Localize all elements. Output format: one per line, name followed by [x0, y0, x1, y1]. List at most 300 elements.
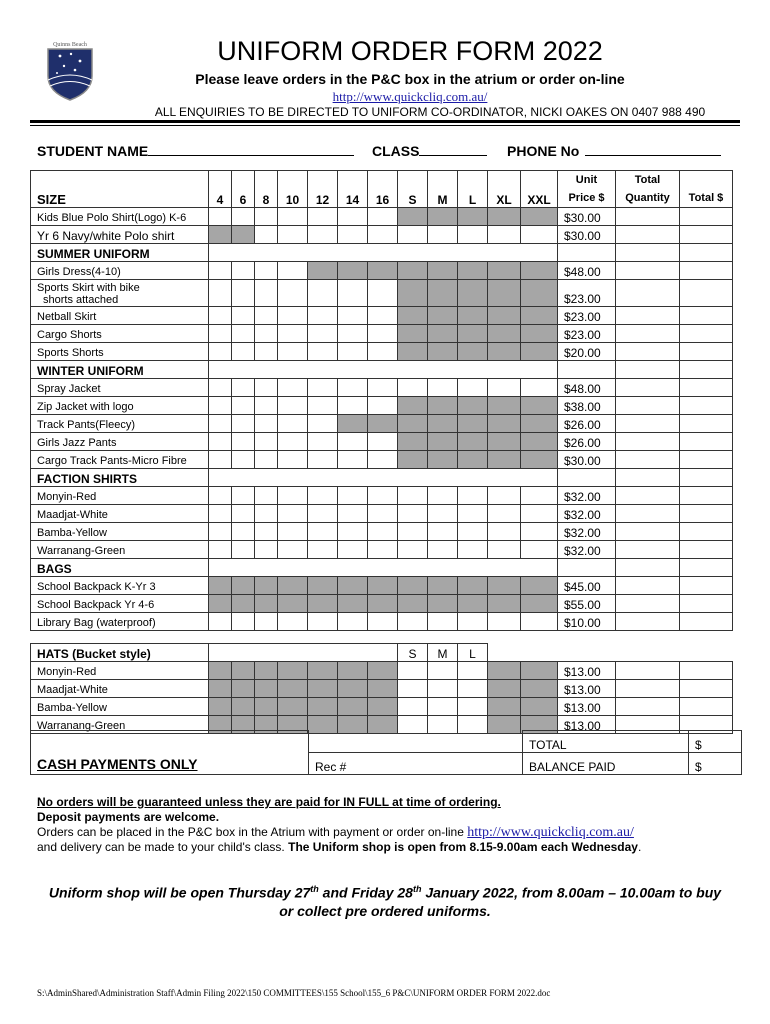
- table-row: [31, 226, 733, 244]
- quantity-cell[interactable]: [616, 208, 680, 226]
- qty-cell[interactable]: [458, 680, 488, 698]
- file-path-footer: S:\AdminShared\Administration Staff\Admin Filing 2022\150 COMMITTEES\155 School\155_6 P&C\UNIFORM ORDER FORM 2022.doc: [37, 988, 551, 998]
- qty-cell[interactable]: [308, 433, 338, 451]
- shaded-cell: [488, 307, 521, 325]
- shaded-cell: [488, 595, 521, 613]
- notes-delivery-text: and delivery can be made to your child's class.: [37, 840, 285, 854]
- total-cell[interactable]: [680, 343, 733, 361]
- shaded-cell: [488, 415, 521, 433]
- qty-cell[interactable]: [458, 698, 488, 716]
- quantity-cell[interactable]: [616, 577, 680, 595]
- qty-cell[interactable]: [428, 523, 458, 541]
- shop-sup-2: th: [412, 884, 422, 894]
- qty-cell[interactable]: [458, 505, 488, 523]
- qty-cell[interactable]: [308, 208, 338, 226]
- qty-cell[interactable]: [232, 280, 255, 307]
- qty-cell[interactable]: [232, 343, 255, 361]
- section-row: [31, 244, 733, 262]
- total-cell[interactable]: [680, 680, 733, 698]
- qty-cell[interactable]: [338, 307, 368, 325]
- qty-cell[interactable]: [398, 698, 428, 716]
- qty-cell[interactable]: [209, 325, 232, 343]
- qty-cell[interactable]: [255, 433, 278, 451]
- shaded-cell: [232, 698, 255, 716]
- quantity-cell[interactable]: [616, 226, 680, 244]
- qty-cell[interactable]: [428, 487, 458, 505]
- qty-cell[interactable]: [458, 662, 488, 680]
- qty-cell[interactable]: [209, 262, 232, 280]
- quantity-cell[interactable]: [616, 505, 680, 523]
- balance-dollar[interactable]: $: [689, 753, 742, 775]
- qty-cell[interactable]: [458, 523, 488, 541]
- total-cell[interactable]: [680, 262, 733, 280]
- qty-cell[interactable]: [209, 415, 232, 433]
- total-dollar[interactable]: $: [689, 731, 742, 753]
- qty-cell[interactable]: [209, 613, 232, 631]
- qty-cell[interactable]: [398, 226, 428, 244]
- hat-name: Maadjat-White: [31, 680, 209, 698]
- quantity-cell[interactable]: [616, 325, 680, 343]
- qty-cell[interactable]: [368, 451, 398, 469]
- qty-cell[interactable]: [209, 208, 232, 226]
- qty-cell[interactable]: [255, 343, 278, 361]
- notes-delivery: [37, 840, 737, 855]
- qty-cell[interactable]: [368, 433, 398, 451]
- qty-cell[interactable]: [209, 379, 232, 397]
- qty-cell[interactable]: [398, 487, 428, 505]
- qty-cell[interactable]: [232, 541, 255, 559]
- qty-cell[interactable]: [278, 307, 308, 325]
- quantity-cell[interactable]: [616, 280, 680, 307]
- class-field[interactable]: [372, 141, 487, 159]
- table-row: [31, 397, 733, 415]
- item-name-line2: shorts attached: [43, 294, 119, 306]
- section-fill: [680, 244, 733, 262]
- shaded-cell: [488, 280, 521, 307]
- total-cell[interactable]: [680, 325, 733, 343]
- qty-cell[interactable]: [488, 613, 521, 631]
- qty-cell[interactable]: [209, 505, 232, 523]
- qty-cell[interactable]: [209, 343, 232, 361]
- qty-cell[interactable]: [338, 451, 368, 469]
- item-name: Cargo Track Pants-Micro Fibre: [31, 451, 209, 469]
- qty-cell[interactable]: [255, 397, 278, 415]
- shaded-cell: [232, 595, 255, 613]
- total-cell[interactable]: [680, 415, 733, 433]
- shaded-cell: [428, 451, 458, 469]
- qty-cell[interactable]: [308, 541, 338, 559]
- total-cell[interactable]: [680, 541, 733, 559]
- quantity-cell[interactable]: [616, 595, 680, 613]
- qty-cell[interactable]: [428, 379, 458, 397]
- qty-cell[interactable]: [488, 541, 521, 559]
- qty-cell[interactable]: [278, 208, 308, 226]
- qty-cell[interactable]: [368, 505, 398, 523]
- shaded-cell: [521, 307, 558, 325]
- shaded-cell: [232, 680, 255, 698]
- quantity-cell[interactable]: [616, 487, 680, 505]
- shaded-cell: [458, 280, 488, 307]
- section-fill: [558, 469, 616, 487]
- qty-cell[interactable]: [428, 505, 458, 523]
- qty-cell[interactable]: [209, 451, 232, 469]
- quantity-cell[interactable]: [616, 307, 680, 325]
- total-cell[interactable]: [680, 595, 733, 613]
- qty-cell[interactable]: [338, 397, 368, 415]
- qty-cell[interactable]: [488, 379, 521, 397]
- qty-cell[interactable]: [278, 613, 308, 631]
- qty-cell[interactable]: [278, 451, 308, 469]
- qty-cell[interactable]: [209, 433, 232, 451]
- shaded-cell: [398, 325, 428, 343]
- qty-cell[interactable]: [458, 487, 488, 505]
- cash-payments-label: CASH PAYMENTS ONLY: [31, 731, 309, 775]
- qty-cell[interactable]: [428, 541, 458, 559]
- quantity-cell[interactable]: [616, 680, 680, 698]
- quantity-cell[interactable]: [616, 451, 680, 469]
- qty-cell[interactable]: [488, 523, 521, 541]
- qty-cell[interactable]: [308, 505, 338, 523]
- qty-cell[interactable]: [398, 680, 428, 698]
- qty-cell[interactable]: [255, 379, 278, 397]
- qty-cell[interactable]: [398, 541, 428, 559]
- shaded-cell: [398, 415, 428, 433]
- shaded-cell: [428, 262, 458, 280]
- size-col: XL: [488, 171, 521, 208]
- qty-cell[interactable]: [428, 226, 458, 244]
- item-price: $32.00: [558, 487, 616, 505]
- total-cell[interactable]: [680, 662, 733, 680]
- qty-cell[interactable]: [308, 397, 338, 415]
- total-cell[interactable]: [680, 379, 733, 397]
- qty-cell[interactable]: [458, 613, 488, 631]
- qty-cell[interactable]: [338, 541, 368, 559]
- quantity-cell[interactable]: [616, 698, 680, 716]
- qty-cell[interactable]: [398, 523, 428, 541]
- item-price: $30.00: [558, 208, 616, 226]
- phone-field[interactable]: [507, 141, 721, 159]
- qty-cell[interactable]: [458, 226, 488, 244]
- hats-blank: [209, 644, 398, 662]
- qty-cell[interactable]: [232, 415, 255, 433]
- shaded-cell: [428, 307, 458, 325]
- total-cell[interactable]: [680, 505, 733, 523]
- quantity-cell[interactable]: [616, 343, 680, 361]
- qty-cell[interactable]: [521, 523, 558, 541]
- qty-cell[interactable]: [255, 523, 278, 541]
- subtitle: Please leave orders in the P&C box in the atrium or order on-line: [195, 71, 625, 87]
- payment-table: [30, 730, 742, 775]
- qty-cell[interactable]: [255, 280, 278, 307]
- shaded-cell: [521, 451, 558, 469]
- qty-cell[interactable]: [255, 487, 278, 505]
- total-cell[interactable]: [680, 397, 733, 415]
- total-cell[interactable]: [680, 577, 733, 595]
- qty-cell[interactable]: [368, 379, 398, 397]
- qty-cell[interactable]: [278, 280, 308, 307]
- total-cell[interactable]: [680, 208, 733, 226]
- qty-cell[interactable]: [209, 523, 232, 541]
- quantity-cell[interactable]: [616, 379, 680, 397]
- qty-cell[interactable]: [209, 280, 232, 307]
- total-cell[interactable]: [680, 487, 733, 505]
- receipt-number[interactable]: Rec #: [309, 753, 523, 775]
- student-name-label: STUDENT NAME: [37, 143, 149, 159]
- qty-cell[interactable]: [232, 433, 255, 451]
- item-name: Girls Dress(4-10): [31, 262, 209, 280]
- notes: [37, 795, 737, 855]
- qty-cell[interactable]: [488, 487, 521, 505]
- qty-cell[interactable]: [209, 541, 232, 559]
- qty-cell[interactable]: [232, 325, 255, 343]
- qty-cell[interactable]: [368, 397, 398, 415]
- qty-cell[interactable]: [338, 325, 368, 343]
- total-cell[interactable]: [680, 698, 733, 716]
- qty-cell[interactable]: [232, 613, 255, 631]
- section-fill: [558, 244, 616, 262]
- item-name: Netball Skirt: [31, 307, 209, 325]
- qty-cell[interactable]: [255, 613, 278, 631]
- quantity-cell[interactable]: [616, 662, 680, 680]
- qty-cell[interactable]: [308, 613, 338, 631]
- qty-cell[interactable]: [278, 523, 308, 541]
- shop-sup-1: th: [310, 884, 319, 894]
- qty-cell[interactable]: [308, 307, 338, 325]
- qty-cell[interactable]: [368, 613, 398, 631]
- qty-cell[interactable]: [488, 505, 521, 523]
- shaded-cell: [458, 595, 488, 613]
- quantity-cell[interactable]: [616, 397, 680, 415]
- qty-cell[interactable]: [255, 262, 278, 280]
- quantity-cell[interactable]: [616, 262, 680, 280]
- qty-cell[interactable]: [338, 280, 368, 307]
- size-col: 6: [232, 171, 255, 208]
- class-line[interactable]: [419, 141, 487, 156]
- shaded-cell: [278, 662, 308, 680]
- size-col: S: [398, 171, 428, 208]
- qty-cell[interactable]: [232, 505, 255, 523]
- qty-cell[interactable]: [308, 343, 338, 361]
- qty-cell[interactable]: [278, 397, 308, 415]
- notes-link[interactable]: http://www.quickcliq.com.au/: [467, 825, 634, 840]
- qty-cell[interactable]: [338, 523, 368, 541]
- qty-cell[interactable]: [255, 451, 278, 469]
- enquiries-line: ALL ENQUIRIES TO BE DIRECTED TO UNIFORM CO-ORDINATOR, NICKI OAKES ON 0407 988 490: [154, 105, 706, 119]
- shaded-cell: [308, 262, 338, 280]
- qty-cell[interactable]: [308, 226, 338, 244]
- shaded-cell: [209, 595, 232, 613]
- qty-cell[interactable]: [428, 680, 458, 698]
- qty-cell[interactable]: [521, 541, 558, 559]
- quantity-cell[interactable]: [616, 613, 680, 631]
- shaded-cell: [338, 595, 368, 613]
- qty-cell[interactable]: [521, 613, 558, 631]
- qty-cell[interactable]: [278, 262, 308, 280]
- total-cell[interactable]: [680, 523, 733, 541]
- student-name-line[interactable]: [148, 141, 354, 156]
- qty-cell[interactable]: [368, 208, 398, 226]
- quantity-cell[interactable]: [616, 541, 680, 559]
- qty-cell[interactable]: [338, 343, 368, 361]
- qty-cell[interactable]: [521, 487, 558, 505]
- qty-cell[interactable]: [338, 226, 368, 244]
- section-fill: [616, 559, 680, 577]
- qty-cell[interactable]: [398, 613, 428, 631]
- qty-cell[interactable]: [255, 415, 278, 433]
- total-cell[interactable]: [680, 613, 733, 631]
- qty-cell[interactable]: [308, 451, 338, 469]
- total-cell[interactable]: [680, 451, 733, 469]
- qty-cell[interactable]: [255, 208, 278, 226]
- qty-cell[interactable]: [255, 541, 278, 559]
- table-row: [31, 451, 733, 469]
- student-name-field[interactable]: [37, 141, 354, 159]
- header-rule: [30, 120, 740, 123]
- shaded-cell: [398, 262, 428, 280]
- qty-cell[interactable]: [308, 523, 338, 541]
- qty-cell[interactable]: [278, 415, 308, 433]
- qty-cell[interactable]: [209, 487, 232, 505]
- shaded-cell: [521, 680, 558, 698]
- qty-cell[interactable]: [368, 226, 398, 244]
- size-col: 14: [338, 171, 368, 208]
- qty-cell[interactable]: [232, 523, 255, 541]
- qty-cell[interactable]: [278, 343, 308, 361]
- item-name: [31, 280, 209, 307]
- item-name-line1: Sports Skirt with bike: [37, 282, 140, 294]
- header-rule-thin: [30, 125, 740, 126]
- shaded-cell: [338, 662, 368, 680]
- qty-cell[interactable]: [368, 523, 398, 541]
- total-cell[interactable]: [680, 280, 733, 307]
- section-row: [31, 559, 733, 577]
- qty-cell[interactable]: [398, 505, 428, 523]
- shaded-cell: [338, 698, 368, 716]
- qty-cell[interactable]: [521, 226, 558, 244]
- quantity-cell[interactable]: [616, 433, 680, 451]
- total-quantity-header: [616, 171, 680, 208]
- qty-cell[interactable]: [368, 307, 398, 325]
- shaded-cell: [521, 595, 558, 613]
- qty-cell[interactable]: [209, 397, 232, 415]
- qty-cell[interactable]: [278, 433, 308, 451]
- quantity-cell[interactable]: [616, 415, 680, 433]
- shaded-cell: [368, 698, 398, 716]
- qty-cell[interactable]: [308, 325, 338, 343]
- item-name: Maadjat-White: [31, 505, 209, 523]
- qty-cell[interactable]: [278, 505, 308, 523]
- phone-line[interactable]: [585, 141, 721, 156]
- shop-text-b: and Friday 28: [318, 884, 413, 901]
- qty-cell[interactable]: [255, 505, 278, 523]
- size-col: M: [428, 171, 458, 208]
- qty-cell[interactable]: [209, 307, 232, 325]
- qty-cell[interactable]: [232, 307, 255, 325]
- shaded-cell: [255, 577, 278, 595]
- table-row: [31, 680, 733, 698]
- item-price: $30.00: [558, 226, 616, 244]
- shaded-cell: [398, 307, 428, 325]
- qty-cell[interactable]: [428, 698, 458, 716]
- qty-cell[interactable]: [368, 325, 398, 343]
- qty-cell[interactable]: [368, 280, 398, 307]
- total-cell[interactable]: [680, 307, 733, 325]
- qty-cell[interactable]: [338, 613, 368, 631]
- quantity-cell[interactable]: [616, 523, 680, 541]
- shaded-cell: [428, 325, 458, 343]
- table-row: [31, 541, 733, 559]
- shaded-cell: [278, 577, 308, 595]
- qty-cell[interactable]: [398, 379, 428, 397]
- qty-cell[interactable]: [255, 226, 278, 244]
- qty-cell[interactable]: [255, 325, 278, 343]
- qty-cell[interactable]: [232, 397, 255, 415]
- qty-cell[interactable]: [338, 505, 368, 523]
- qty-cell[interactable]: [458, 541, 488, 559]
- shaded-cell: [488, 577, 521, 595]
- shaded-cell: [232, 577, 255, 595]
- qty-cell[interactable]: [521, 505, 558, 523]
- qty-cell[interactable]: [368, 343, 398, 361]
- qty-cell[interactable]: [278, 226, 308, 244]
- shaded-cell: [488, 698, 521, 716]
- total-dollars-header: Total $: [680, 171, 733, 208]
- qty-cell[interactable]: [428, 613, 458, 631]
- qty-cell[interactable]: [428, 662, 458, 680]
- qty-cell[interactable]: [232, 451, 255, 469]
- item-price: $30.00: [558, 451, 616, 469]
- qty-cell[interactable]: [338, 487, 368, 505]
- qty-cell[interactable]: [232, 208, 255, 226]
- qty-cell[interactable]: [278, 325, 308, 343]
- item-name: Kids Blue Polo Shirt(Logo) K-6: [31, 208, 209, 226]
- total-cell[interactable]: [680, 226, 733, 244]
- qty-cell[interactable]: [338, 208, 368, 226]
- qty-cell[interactable]: [278, 487, 308, 505]
- qty-cell[interactable]: [308, 280, 338, 307]
- qty-cell[interactable]: [232, 262, 255, 280]
- website-link[interactable]: http://www.quickcliq.com.au/: [332, 89, 488, 104]
- total-cell[interactable]: [680, 433, 733, 451]
- notes-shop-open: The Uniform shop is open from 8.15-9.00am each Wednesday: [288, 840, 638, 854]
- qty-cell[interactable]: [488, 226, 521, 244]
- shaded-cell: [338, 415, 368, 433]
- qty-cell[interactable]: [232, 379, 255, 397]
- item-name: School Backpack Yr 4-6: [31, 595, 209, 613]
- qty-cell[interactable]: [308, 379, 338, 397]
- qty-cell[interactable]: [458, 379, 488, 397]
- table-row: [31, 262, 733, 280]
- qty-cell[interactable]: [308, 415, 338, 433]
- qty-cell[interactable]: [308, 487, 338, 505]
- class-label: CLASS: [372, 143, 420, 159]
- item-name: Girls Jazz Pants: [31, 433, 209, 451]
- qty-cell[interactable]: [232, 487, 255, 505]
- qty-cell[interactable]: [255, 307, 278, 325]
- item-name: Sports Shorts: [31, 343, 209, 361]
- qty-cell[interactable]: [398, 662, 428, 680]
- table-row: [31, 280, 733, 307]
- table-row: [31, 208, 733, 226]
- qty-cell[interactable]: [368, 487, 398, 505]
- qty-cell[interactable]: [521, 379, 558, 397]
- qty-cell[interactable]: [338, 433, 368, 451]
- size-col: 12: [308, 171, 338, 208]
- qty-cell[interactable]: [338, 379, 368, 397]
- qty-cell[interactable]: [368, 541, 398, 559]
- qty-cell[interactable]: [278, 379, 308, 397]
- qty-cell[interactable]: [278, 541, 308, 559]
